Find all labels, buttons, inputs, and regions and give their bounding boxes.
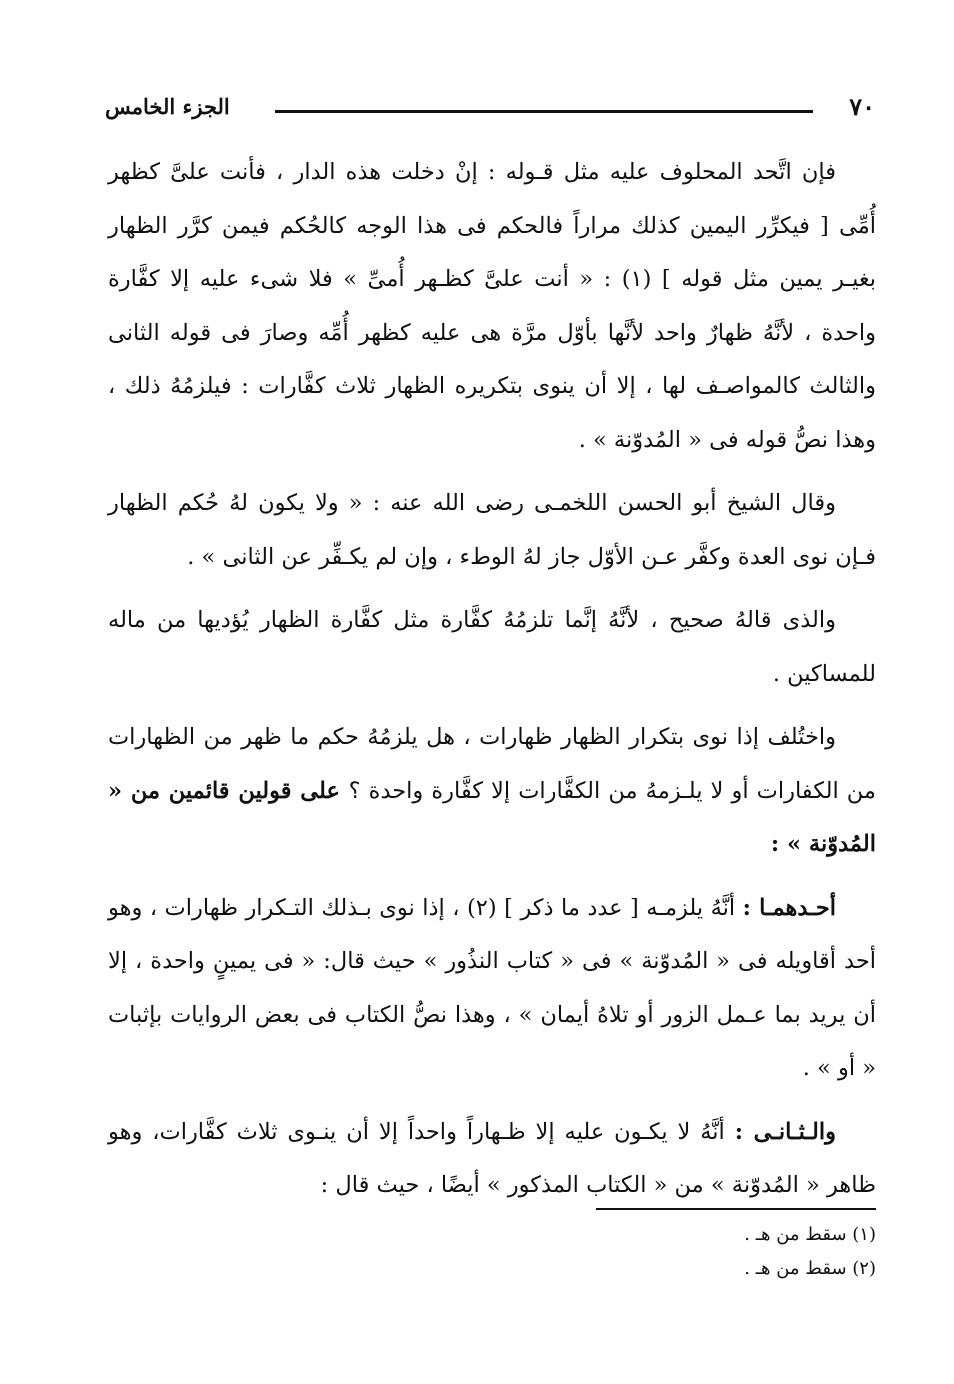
main-text bbox=[108, 146, 876, 1223]
paragraph-3 bbox=[108, 594, 876, 701]
paragraph-bold-head: أحـدهمـا : bbox=[742, 894, 836, 921]
paragraph-text: واختُلف إذا نوى بتكرار الظهار ظهارات ، هل يلزمُهُ حكم ما ظهر من الظهارات من الكفارات أو لا يلـزمهُ من الكفَّارات إلا كفَّارة واحدة ؟ bbox=[108, 724, 876, 804]
paragraph-4 bbox=[108, 711, 876, 872]
paragraph-text: أنَّهُ لا يكـون عليه إلا ظـهاراً واحداً إلا أن ينـوى ثلاث كفَّارات، وهو ظاهر « المُدوّنة » من « الكتاب المذكور » أيضًا ، حيث قال : bbox=[108, 1118, 876, 1198]
paragraph-5 bbox=[108, 882, 876, 1096]
paragraph-bold-head: والـثـانـى : bbox=[734, 1118, 836, 1145]
paragraph-text: فإن اتَّحد المحلوف عليه مثل قـوله : إنْ دخلت هذه الدار ، فأنت علىَّ كظهر أُمِّى [ فيكرِّر اليمين كذلك مراراً فالحكم فى هذا الوجه كالحُكم فيمن كرَّر الظهار بغيـر يمين مثل قوله ] (١) : « أنت علىَّ كظـهر أُمىِّ » فلا شىء عليه إلا كفَّارة واحدة ، لأنَّهُ ظهارٌ واحد لأنَّها بأوّل مرَّة هى عليه كظهر أُمِّه وصارَ فى قوله الثانى والثالث كالمواصـف لها ، إلا أن ينوى بتكريره الظهار ثلاث كفَّارات : فيلزمُهُ ذلك ، وهذا نصُّ قوله فى « المُدوّنة » . bbox=[108, 159, 876, 453]
paragraph-text: والذى قالهُ صحيح ، لأنَّهُ إنَّما تلزمُهُ كفَّارة مثل كفَّارة الظهار يُؤديها من ماله للمساكين . bbox=[108, 607, 876, 687]
footnote-rule bbox=[596, 1208, 876, 1210]
footnote-2: (٢) سقط من هـ . bbox=[744, 1258, 876, 1279]
paragraph-2 bbox=[108, 477, 876, 584]
footnotes bbox=[476, 1218, 876, 1286]
paragraph-text: أنَّهُ يلزمـه [ عدد ما ذكر ] (٢) ، إذا نوى بـذلك التـكرار ظهارات ، وهو أحد أقاويله فى « المُدوّنة » فى « كتاب النذُور » حيث قال: « فى يمينٍ واحدة ، إلا أن يريد بما عـمل الزور أو تلاهُ أيمان » ، وهذا نصُّ الكتاب فى بعض الروايات بإثبات « أو » . bbox=[108, 894, 876, 1081]
page-header bbox=[105, 92, 875, 132]
running-title: الجزء الخامس bbox=[105, 94, 230, 119]
paragraph-bold-tail: على قولين قائمين من « المُدوّنة » : bbox=[108, 777, 876, 857]
footnote-1: (١) سقط من هـ . bbox=[744, 1224, 876, 1245]
page-number: ٧٠ bbox=[849, 92, 875, 121]
header-rule bbox=[275, 110, 813, 113]
paragraph-6 bbox=[108, 1106, 876, 1213]
paragraph-1 bbox=[108, 146, 876, 467]
paragraph-text: وقال الشيخ أبو الحسن اللخمـى رضى الله عنه : « ولا يكون لهُ حُكم الظهار فـإن نوى العدة وكفَّر عـن الأوّل جاز لهُ الوطء ، وإن لم يكـفِّر عن الثانى » . bbox=[108, 490, 876, 570]
